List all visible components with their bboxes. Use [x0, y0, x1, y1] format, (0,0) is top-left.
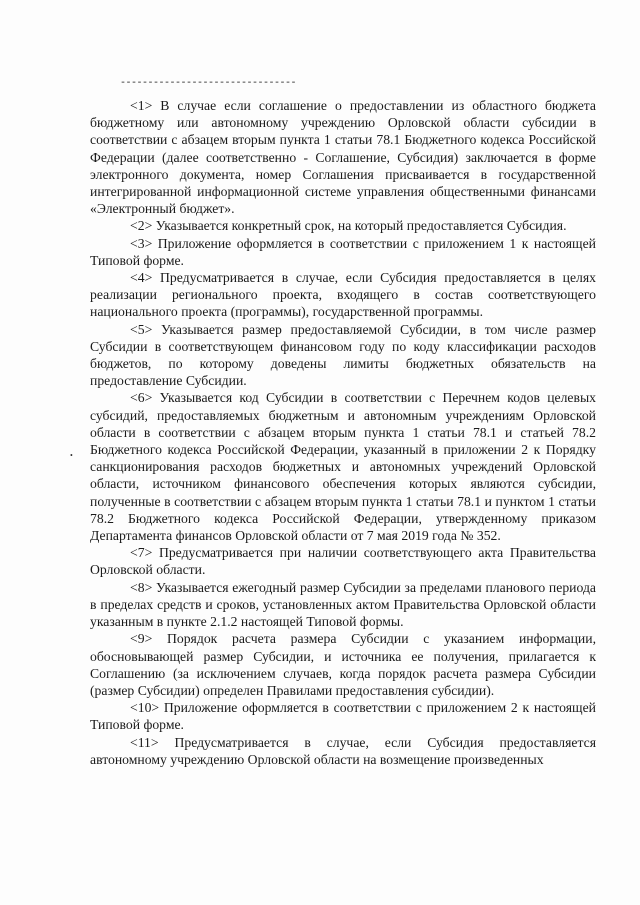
footnote-5: <5> Указывается размер предоставляемой Субсидии, в том числе размер Субсидии в соответствующем финансовом году по коду классификации расходов бюджетов, по которому доведены лимиты бюджетных обязательств на предоставление Субсидии.: [90, 321, 596, 389]
footnote-6: <6> Указывается код Субсидии в соответствии с Перечнем кодов целевых субсидий, предоставляемых бюджетным и автономным учреждениям Орловской области в соответствии с абзацем вторым пункта 1 статьи 78.1 и статьей 78.2 Бюджетного кодекса Российской Федерации, указанный в приложении 2 к Порядку санкционирования расходов бюджетных и автономных учреждений Орловской области, источником финансового обеспечения которых являются субсидии, полученные в соответствии с абзацем вторым пункта 1 статьи 78.1 и пунктом 1 статьи 78.2 Бюджетного кодекса Российской Федерации, утвержденному приказом Департамента финансов Орловской области от 7 мая 2019 года № 352.: [90, 390, 596, 544]
footnote-separator: --------------------------------: [120, 78, 297, 89]
margin-mark: •: [70, 451, 73, 460]
footnote-1: <1> В случае если соглашение о предоставлении из областного бюджета бюджетному или автономному учреждению Орловской области субсидии в соответствии с абзацем вторым пункта 1 статьи 78.1 Бюджетного кодекса Российской Федерации (далее соответственно - Соглашение, Субсидия) заключается в форме электронного документа, номер Соглашения присваивается в государственной интегрированной информационной системе управления общественными финансами «Электронный бюджет».: [90, 98, 596, 217]
footnote-3: <3> Приложение оформляется в соответствии с приложением 1 к настоящей Типовой форме.: [90, 235, 596, 268]
footnote-4: <4> Предусматривается в случае, если Субсидия предоставляется в целях реализации регионального проекта, входящего в состав соответствующего национального проекта (программы), государственной программы.: [90, 270, 596, 320]
footnote-2: <2> Указывается конкретный срок, на который предоставляется Субсидия.: [130, 218, 567, 234]
footnote-8: <8> Указывается ежегодный размер Субсидии за пределами планового периода в пределах средств и сроков, установленных актом Правительства Орловской области указанным в пункте 2.1.2 настоящей Типовой формы.: [90, 579, 596, 630]
footnotes-body: [90, 97, 596, 768]
footnote-7: <7> Предусматривается при наличии соответствующего акта Правительства Орловской области.: [90, 545, 596, 578]
footnote-9: <9> Порядок расчета размера Субсидии с указанием информации, обосновывающей размер Субсидии, и источника ее получения, прилагается к Соглашению (за исключением случаев, когда порядок расчета размера Субсидии (размер Субсидии) определен Правилами предоставления субсидии).: [90, 631, 596, 698]
footnote-11: <11> Предусматривается в случае, если Субсидия предоставляется автономному учреждению Орловской области на возмещение произведенных: [90, 734, 596, 767]
footnote-10: <10> Приложение оформляется в соответствии с приложением 2 к настоящей Типовой форме.: [90, 700, 596, 733]
